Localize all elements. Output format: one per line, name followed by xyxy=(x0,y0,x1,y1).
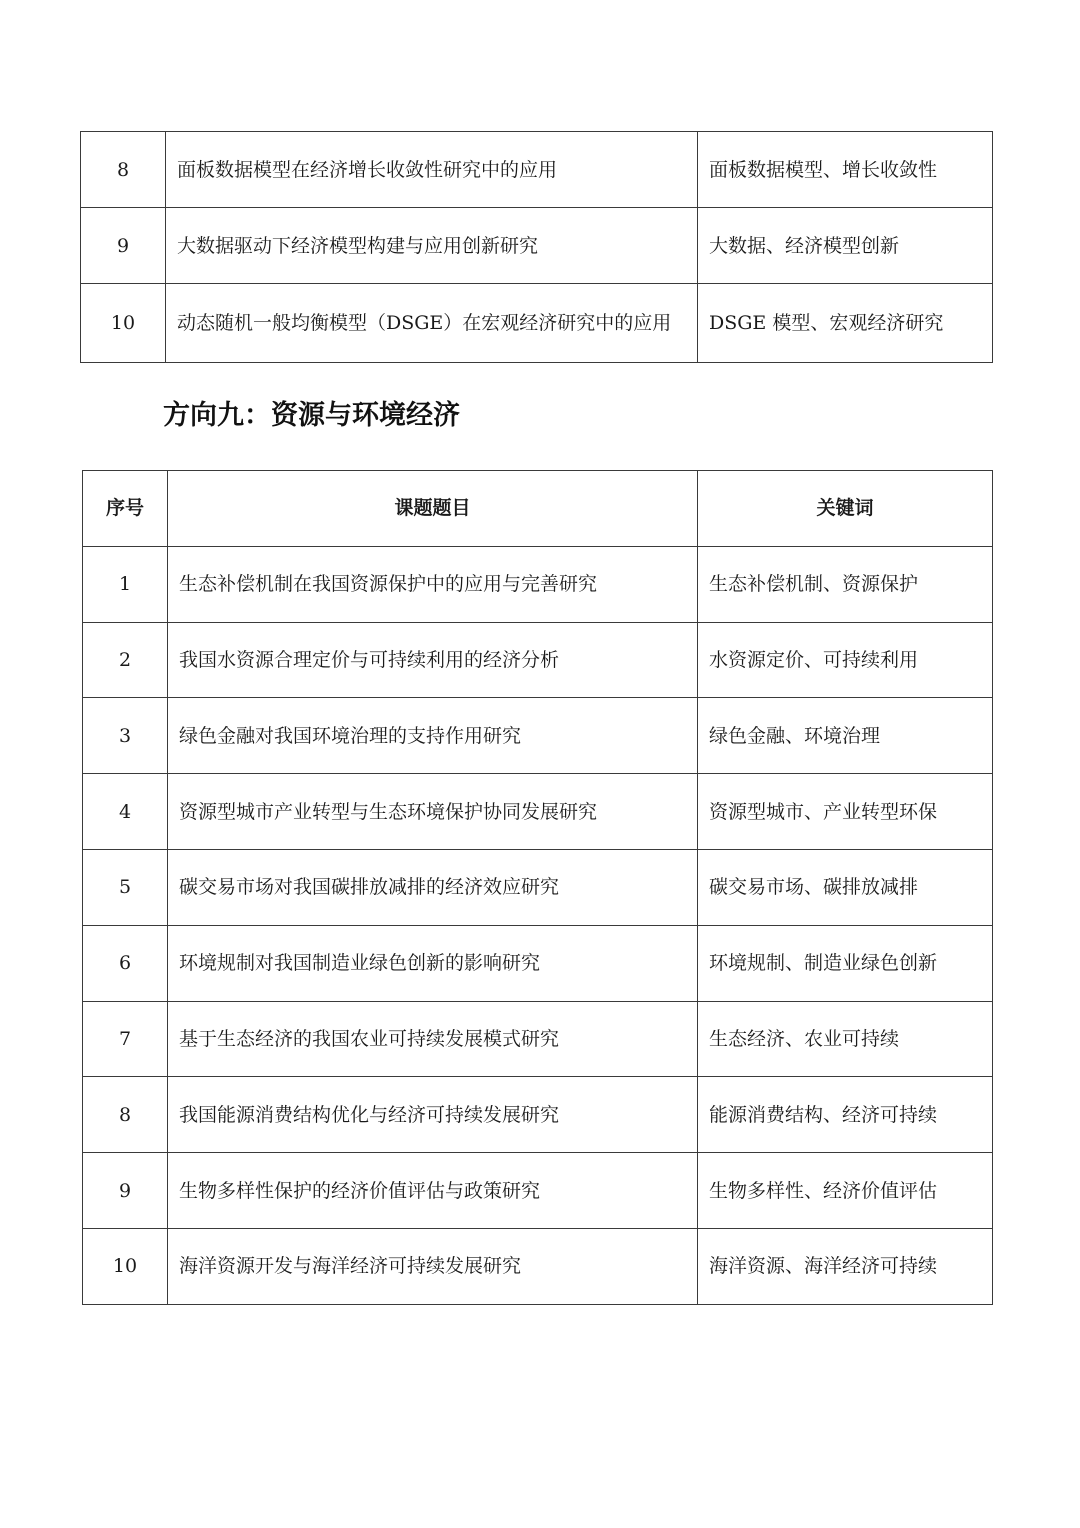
topic-title: 基于生态经济的我国农业可持续发展模式研究 xyxy=(168,1001,698,1077)
topic-title: 动态随机一般均衡模型（DSGE）在宏观经济研究中的应用 xyxy=(166,284,698,363)
topic-title: 资源型城市产业转型与生态环境保护协同发展研究 xyxy=(168,774,698,850)
topic-title: 绿色金融对我国环境治理的支持作用研究 xyxy=(168,698,698,774)
table-row xyxy=(81,132,993,208)
topic-title: 环境规制对我国制造业绿色创新的影响研究 xyxy=(168,925,698,1001)
row-number: 5 xyxy=(83,849,168,925)
topic-keywords: 生物多样性、经济价值评估 xyxy=(698,1153,993,1229)
column-header-keywords: 关键词 xyxy=(698,471,993,547)
table-row xyxy=(83,1001,993,1077)
topic-title: 海洋资源开发与海洋经济可持续发展研究 xyxy=(168,1228,698,1304)
row-number: 10 xyxy=(83,1228,168,1304)
row-number: 9 xyxy=(81,208,166,284)
row-number: 8 xyxy=(81,132,166,208)
topics-table xyxy=(82,470,993,1305)
row-number: 10 xyxy=(81,284,166,363)
topic-title: 我国水资源合理定价与可持续利用的经济分析 xyxy=(168,622,698,698)
table-row xyxy=(83,1153,993,1229)
topic-keywords: 资源型城市、产业转型环保 xyxy=(698,774,993,850)
table-row xyxy=(81,208,993,284)
table-row xyxy=(83,1228,993,1304)
row-number: 1 xyxy=(83,546,168,622)
topic-keywords: 环境规制、制造业绿色创新 xyxy=(698,925,993,1001)
topic-keywords: 海洋资源、海洋经济可持续 xyxy=(698,1228,993,1304)
table-row xyxy=(83,1077,993,1153)
column-header-title: 课题题目 xyxy=(168,471,698,547)
row-number: 9 xyxy=(83,1153,168,1229)
topic-keywords: 生态经济、农业可持续 xyxy=(698,1001,993,1077)
row-number: 4 xyxy=(83,774,168,850)
table-row xyxy=(83,925,993,1001)
row-number: 3 xyxy=(83,698,168,774)
column-header-number: 序号 xyxy=(83,471,168,547)
table-row xyxy=(83,546,993,622)
table-row xyxy=(83,698,993,774)
topic-title: 大数据驱动下经济模型构建与应用创新研究 xyxy=(166,208,698,284)
topic-keywords: 碳交易市场、碳排放减排 xyxy=(698,849,993,925)
topic-keywords: 能源消费结构、经济可持续 xyxy=(698,1077,993,1153)
topic-keywords: 面板数据模型、增长收敛性 xyxy=(698,132,993,208)
topic-keywords: 绿色金融、环境治理 xyxy=(698,698,993,774)
topic-title: 面板数据模型在经济增长收敛性研究中的应用 xyxy=(166,132,698,208)
row-number: 6 xyxy=(83,925,168,1001)
topic-title: 碳交易市场对我国碳排放减排的经济效应研究 xyxy=(168,849,698,925)
row-number: 8 xyxy=(83,1077,168,1153)
table-header-row xyxy=(83,471,993,547)
section-heading: 方向九：资源与环境经济 xyxy=(163,400,460,431)
row-number: 2 xyxy=(83,622,168,698)
table-row xyxy=(83,849,993,925)
topic-title: 我国能源消费结构优化与经济可持续发展研究 xyxy=(168,1077,698,1153)
table-row xyxy=(83,774,993,850)
topic-keywords: 大数据、经济模型创新 xyxy=(698,208,993,284)
row-number: 7 xyxy=(83,1001,168,1077)
topic-keywords: 水资源定价、可持续利用 xyxy=(698,622,993,698)
topic-title: 生态补偿机制在我国资源保护中的应用与完善研究 xyxy=(168,546,698,622)
topic-keywords: 生态补偿机制、资源保护 xyxy=(698,546,993,622)
table-row xyxy=(83,622,993,698)
previous-section-table xyxy=(80,131,993,363)
table-row xyxy=(81,284,993,363)
topic-title: 生物多样性保护的经济价值评估与政策研究 xyxy=(168,1153,698,1229)
topic-keywords: DSGE 模型、宏观经济研究 xyxy=(698,284,993,363)
